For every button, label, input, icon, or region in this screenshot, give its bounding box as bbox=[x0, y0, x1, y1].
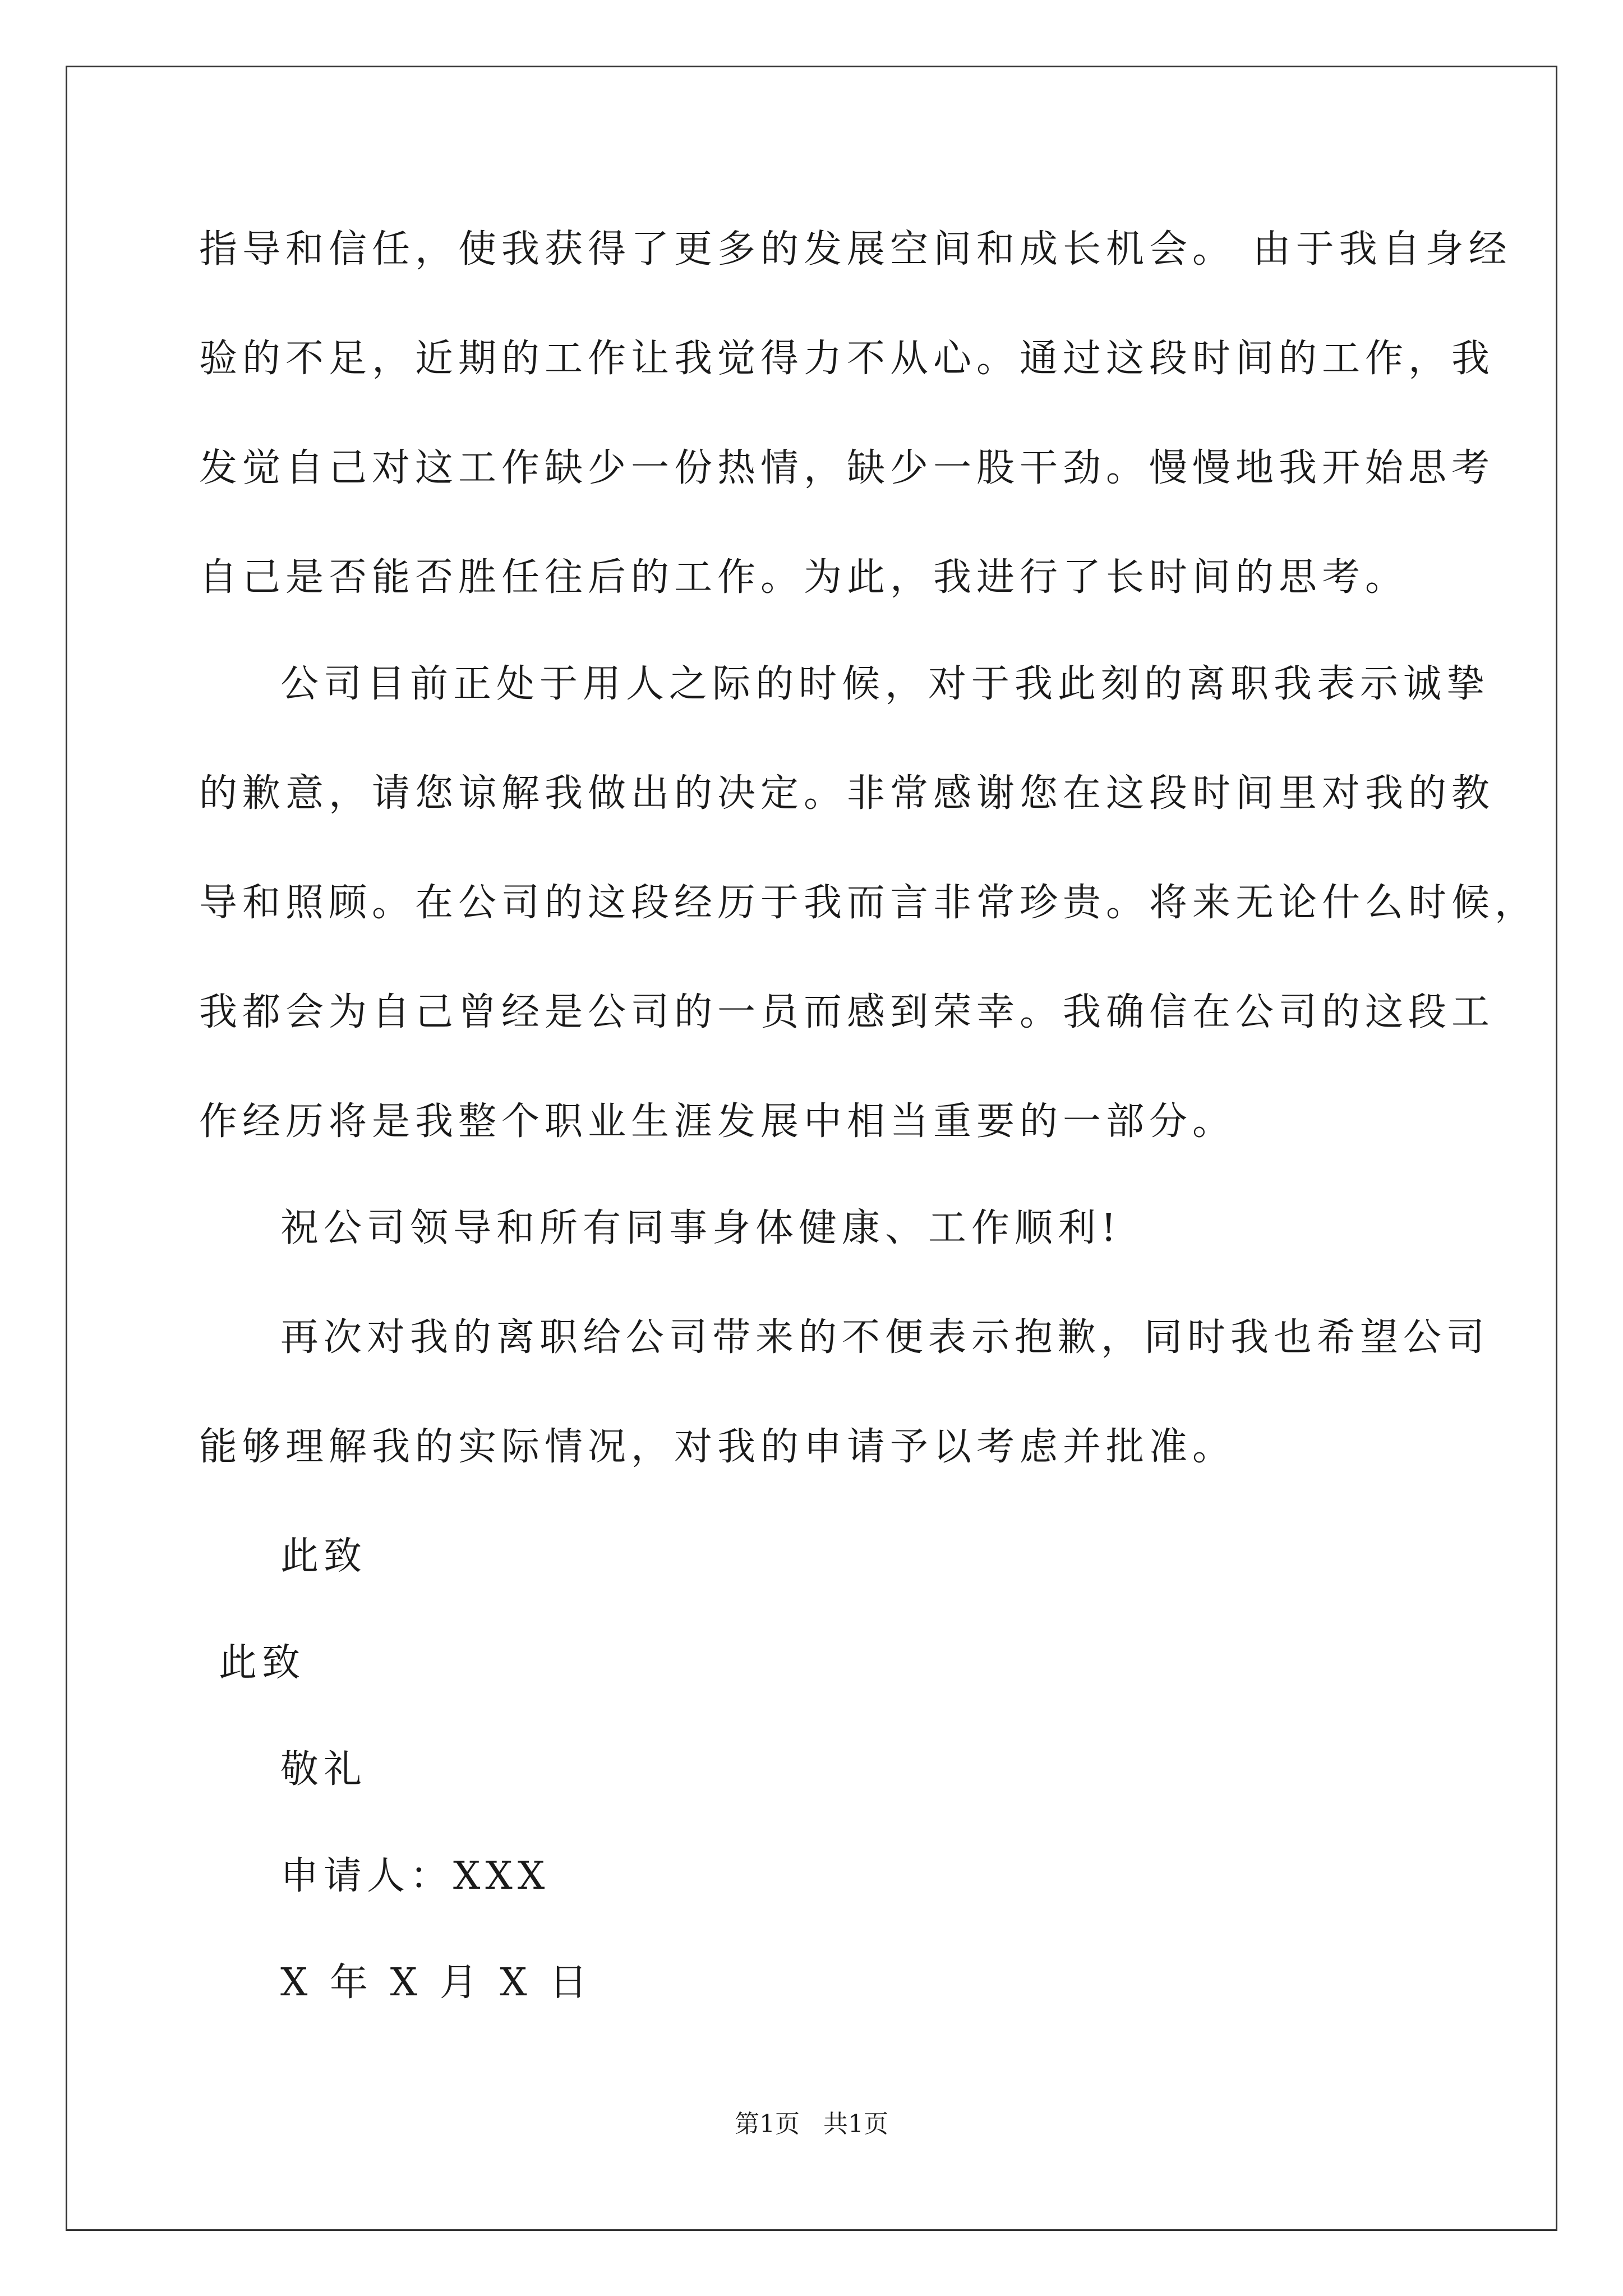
closing-line-1: 此致 bbox=[280, 1534, 367, 1579]
paragraph-3-line-2: 能够理解我的实际情况，对我的申请予以考虑并批准。 bbox=[199, 1425, 1236, 1469]
salutation-line: 敬礼 bbox=[280, 1747, 367, 1792]
paragraph-2-line-2: 的歉意，请您谅解我做出的决定。非常感谢您在这段时间里对我的教 bbox=[199, 771, 1495, 816]
page-border bbox=[66, 66, 1557, 2231]
paragraph-1-line-1: 指导和信任，使我获得了更多的发展空间和成长机会。 由于我自身经 bbox=[199, 227, 1512, 272]
paragraph-2-line-3: 导和照顾。在公司的这段经历于我而言非常珍贵。将来无论什么时候， bbox=[199, 881, 1538, 925]
closing-line-2: 此致 bbox=[219, 1641, 306, 1685]
date-line: X 年 X 月 X 日 bbox=[280, 1961, 593, 2005]
paragraph-1-line-4: 自己是否能否胜任往后的工作。为此，我进行了长时间的思考。 bbox=[199, 555, 1409, 600]
paragraph-2-line-1: 公司目前正处于用人之际的时候，对于我此刻的离职我表示诚挚 bbox=[280, 662, 1490, 706]
wishes-line: 祝公司领导和所有同事身体健康、工作顺利! bbox=[280, 1206, 1122, 1250]
paragraph-1-line-2: 验的不足，近期的工作让我觉得力不从心。通过这段时间的工作，我 bbox=[199, 337, 1495, 381]
applicant-line: 申请人：XXX bbox=[280, 1854, 550, 1898]
paragraph-2-line-4: 我都会为自己曾经是公司的一员而感到荣幸。我确信在公司的这段工 bbox=[199, 990, 1495, 1034]
page-number-footer: 第1页 共1页 bbox=[735, 2110, 888, 2138]
paragraph-3-line-1: 再次对我的离职给公司带来的不便表示抱歉，同时我也希望公司 bbox=[280, 1315, 1490, 1360]
paragraph-1-line-3: 发觉自己对这工作缺少一份热情，缺少一股干劲。慢慢地我开始思考 bbox=[199, 446, 1495, 490]
paragraph-2-line-5: 作经历将是我整个职业生涯发展中相当重要的一部分。 bbox=[199, 1099, 1236, 1144]
